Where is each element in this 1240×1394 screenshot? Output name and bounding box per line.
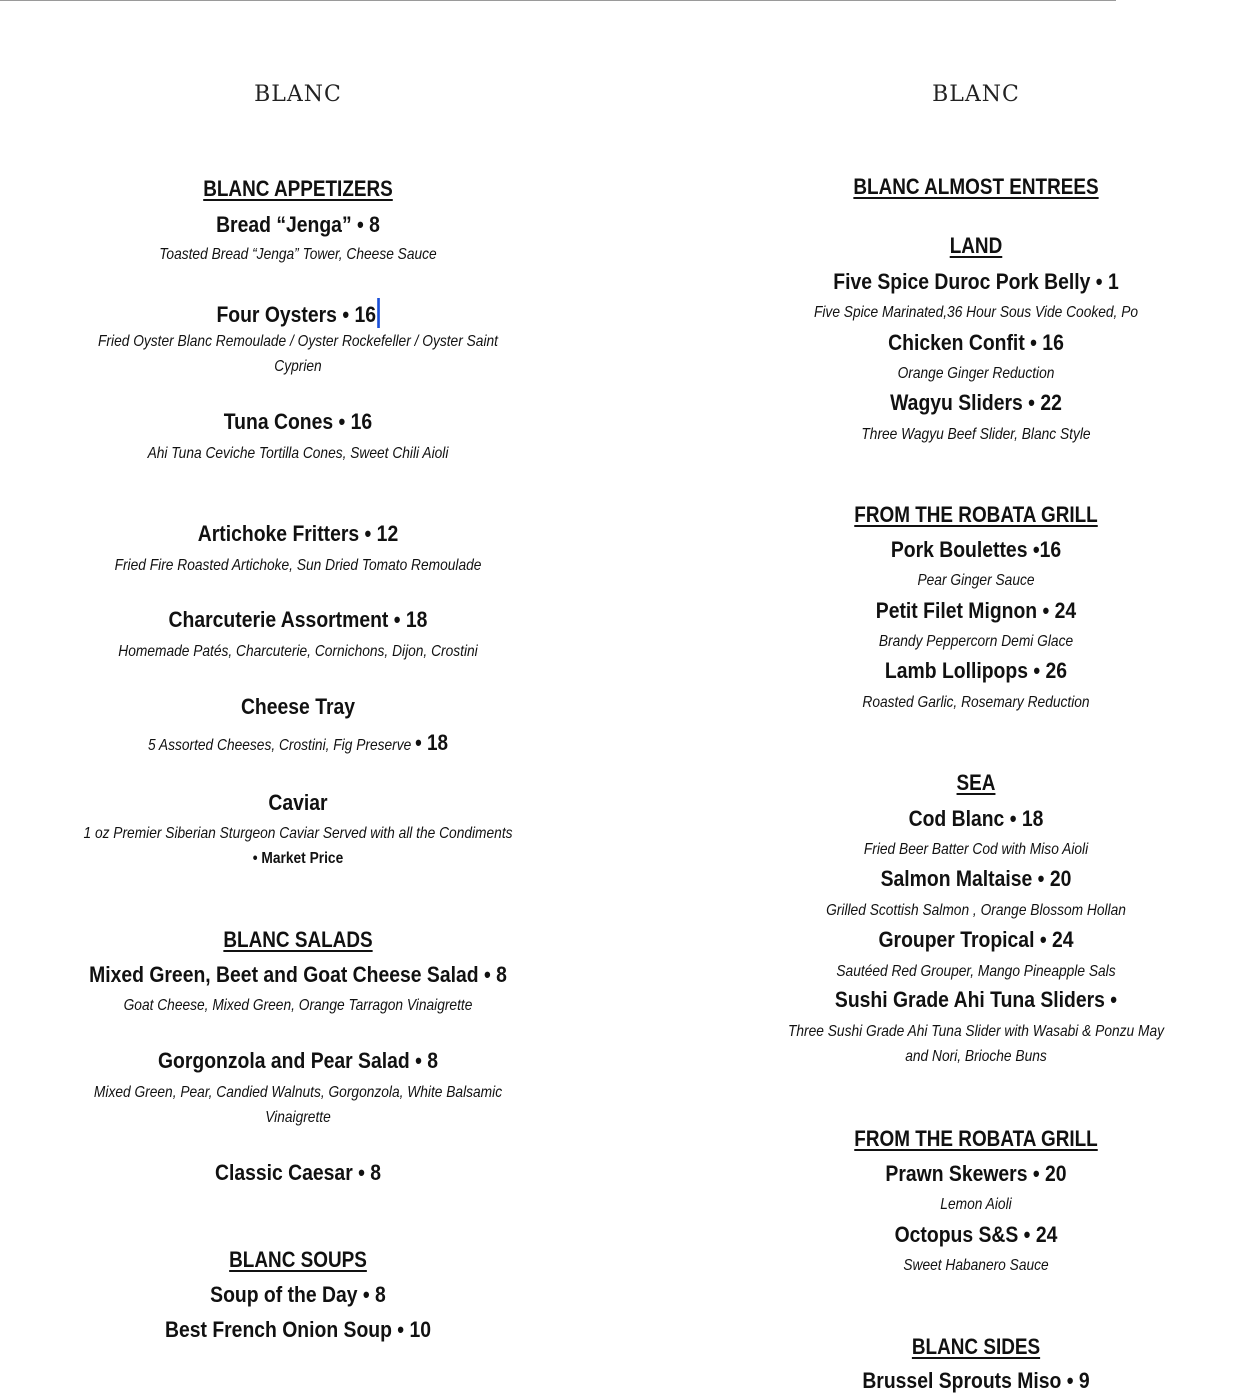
left-brand-logo: BLANC [254, 82, 342, 107]
right-brand-logo: BLANC [932, 82, 1020, 107]
menu-item-name: Salmon Maltaise • 20 [880, 866, 1072, 891]
menu-item-description: and Nori, Brioche Buns [905, 1048, 1047, 1065]
menu-item-name: Classic Caesar • 8 [214, 1160, 382, 1185]
menu-item-description: Roasted Garlic, Rosemary Reduction [862, 694, 1090, 711]
menu-item-name: Octopus S&S • 24 [894, 1222, 1058, 1247]
menu-item-name: Gorgonzola and Pear Salad • 8 [157, 1048, 439, 1073]
menu-item-description: Mixed Green, Pear, Candied Walnuts, Gorgonzola, White Balsamic [93, 1084, 503, 1101]
menu-item-name: Artichoke Fritters • 12 [197, 521, 399, 546]
menu-item-description: Lemon Aioli [940, 1196, 1012, 1213]
menu-item-name: Prawn Skewers • 20 [885, 1161, 1067, 1186]
menu-item-description: Brandy Peppercorn Demi Glace [878, 633, 1074, 650]
menu-item-description: Three Wagyu Beef Slider, Blanc Style [861, 426, 1091, 443]
menu-item-name: Cod Blanc • 18 [908, 806, 1044, 831]
menu-item-description: Three Sushi Grade Ahi Tuna Slider with Wasabi & Ponzu May [787, 1023, 1165, 1040]
menu-item-description: Homemade Patés, Charcuterie, Cornichons, Dijon, Crostini [118, 643, 478, 660]
menu-item-name: Mixed Green, Beet and Goat Cheese Salad • 8 [89, 962, 507, 987]
salads-heading: BLANC SALADS [223, 927, 373, 952]
menu-item-name-with-cursor [36, 298, 560, 328]
menu-item-name: Bread “Jenga” • 8 [216, 212, 380, 237]
menu-item-name: Charcuterie Assortment • 18 [168, 607, 428, 632]
menu-item-description: Orange Ginger Reduction [897, 365, 1055, 382]
sides-heading: BLANC SIDES [911, 1334, 1041, 1359]
soups-heading: BLANC SOUPS [229, 1247, 367, 1272]
menu-item-name: Wagyu Sliders • 22 [890, 390, 1062, 415]
menu-item-price: • 18 [415, 730, 449, 755]
menu-item-description: Pear Ginger Sauce [917, 572, 1035, 589]
menu-item-name: Brussel Sprouts Miso • 9 [862, 1368, 1090, 1393]
menu-item-name: Five Spice Duroc Pork Belly • 1 [833, 269, 1119, 294]
menu-item-price: • Market Price [252, 850, 344, 867]
menu-item-description: Vinaigrette [265, 1109, 331, 1126]
menu-item-name: Chicken Confit • 16 [888, 330, 1064, 355]
menu-item-description: 5 Assorted Cheeses, Crostini, Fig Preserve [147, 737, 412, 754]
top-border [0, 0, 1116, 1]
menu-item-name: Tuna Cones • 16 [223, 409, 373, 434]
menu-item-name: Cheese Tray [240, 694, 356, 719]
menu-item-description: Fried Beer Batter Cod with Miso Aioli [863, 841, 1089, 858]
menu-item-description: Five Spice Marinated,36 Hour Sous Vide Cooked, Po [813, 304, 1139, 321]
text-cursor [377, 298, 380, 328]
robata-grill-heading: FROM THE ROBATA GRILL [854, 502, 1098, 527]
menu-item-description: Goat Cheese, Mixed Green, Orange Tarragon Vinaigrette [123, 997, 473, 1014]
menu-item-name: Lamb Lollipops • 26 [884, 658, 1068, 683]
menu-item-description-with-price [42, 730, 555, 758]
menu-item-name: Grouper Tropical • 24 [878, 927, 1074, 952]
almost-entrees-heading: BLANC ALMOST ENTREES [853, 174, 1099, 199]
robata-grill-heading: FROM THE ROBATA GRILL [854, 1126, 1098, 1151]
menu-item-description: Grilled Scottish Salmon , Orange Blossom Hollan [826, 902, 1126, 919]
appetizers-heading: BLANC APPETIZERS [203, 176, 393, 201]
menu-item-description: Sautéed Red Grouper, Mango Pineapple Sals [836, 963, 1116, 980]
menu-item-name: Petit Filet Mignon • 24 [875, 598, 1077, 623]
menu-item-description: Sweet Habanero Sauce [903, 1257, 1049, 1274]
menu-item-name: Sushi Grade Ahi Tuna Sliders • [834, 987, 1118, 1012]
sea-heading: SEA [956, 770, 996, 795]
menu-item-name: Best French Onion Soup • 10 [164, 1317, 432, 1342]
menu-item-name: Pork Boulettes •16 [890, 537, 1062, 562]
menu-item-description: 1 oz Premier Siberian Sturgeon Caviar Served with all the Condiments [83, 825, 513, 842]
menu-item-price-line [42, 846, 555, 871]
menu-item-description: Fried Fire Roasted Artichoke, Sun Dried Tomato Remoulade [114, 557, 482, 574]
menu-item-name: Four Oysters • 16 [216, 302, 377, 327]
menu-item-description: Toasted Bread “Jenga” Tower, Cheese Sauce [159, 246, 437, 263]
land-heading: LAND [949, 233, 1003, 258]
menu-item-description: Cyprien [274, 358, 322, 375]
menu-item-name: Caviar [268, 790, 328, 815]
menu-item-description: Ahi Tuna Ceviche Tortilla Cones, Sweet Chili Aioli [147, 445, 449, 462]
menu-item-name: Soup of the Day • 8 [210, 1282, 386, 1307]
menu-item-description: Fried Oyster Blanc Remoulade / Oyster Rockefeller / Oyster Saint [98, 333, 498, 350]
